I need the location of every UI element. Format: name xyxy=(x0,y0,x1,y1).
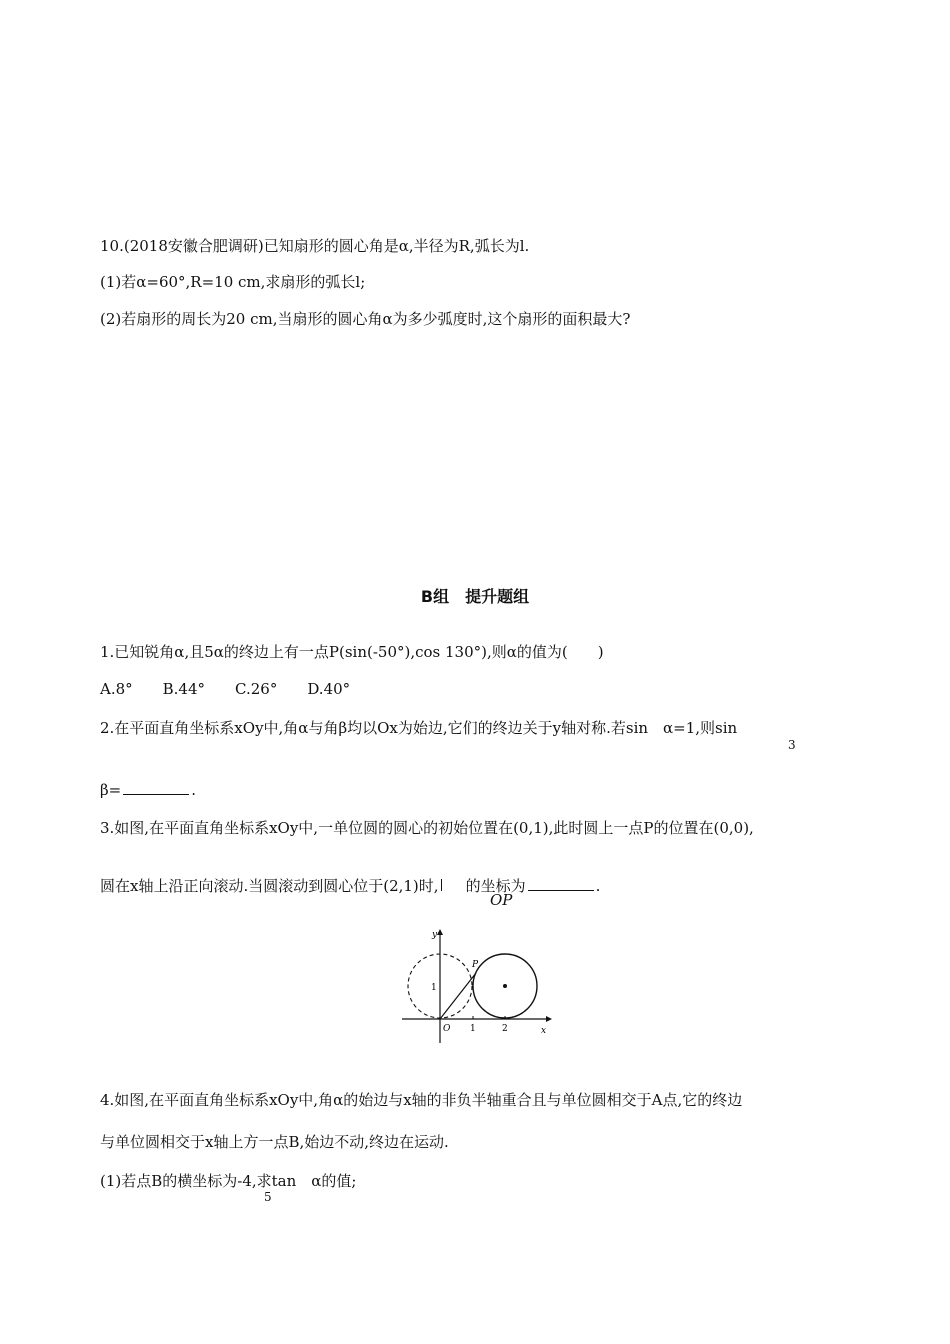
b2-frac-den: 3 xyxy=(788,738,796,752)
b3-vector-label: OP xyxy=(490,891,513,909)
x-axis-arrow-icon xyxy=(546,1016,552,1022)
rolled-circle-center xyxy=(503,984,507,988)
y-one-label: 1 xyxy=(431,983,437,993)
b4-stem: 4.如图,在平面直角坐标系xOy中,角α的始边与x轴的非负半轴重合且与单位圆相交于A点,它的终边 xyxy=(100,1091,743,1109)
b3-line2-prefix: 圆在x轴上沿正向滚动.当圆滚动到圆心位于(2,1)时, xyxy=(100,877,439,895)
b3-vector-arrow xyxy=(441,879,448,891)
figure-svg xyxy=(398,925,558,1047)
b3-stem: 3.如图,在平面直角坐标系xOy中,一单位圆的圆心的初始位置在(0,1),此时圆上一点P的位置在(0,0), xyxy=(100,819,754,837)
origin-label: O xyxy=(443,1024,451,1034)
b4-line2: 与单位圆相交于x轴上方一点B,始边不动,终边在运动. xyxy=(100,1133,449,1151)
b1-options: A.8° B.44° C.26° D.40° xyxy=(100,680,351,698)
b2-line2-prefix: β= xyxy=(100,781,122,799)
section-b-heading: B组 提升题组 xyxy=(420,587,530,606)
y-label: y xyxy=(432,930,438,940)
tick-1-label: 1 xyxy=(470,1024,476,1034)
b2-stem: 2.在平面直角坐标系xOy中,角α与角β均以Ox为始边,它们的终边关于y轴对称.若sin α=1,则sin xyxy=(100,719,738,737)
q10-part2: (2)若扇形的周长为20 cm,当扇形的圆心角α为多少弧度时,这个扇形的面积最大? xyxy=(100,310,631,328)
b3-line2 xyxy=(100,876,600,896)
point-p-label: P xyxy=(472,960,479,970)
y-axis-arrow-icon xyxy=(437,929,443,935)
b2-line2-suffix: . xyxy=(191,781,197,799)
q10-title: 10.(2018安徽合肥调研)已知扇形的圆心角是α,半径为R,弧长为l. xyxy=(100,237,530,255)
b4-part1: (1)若点B的横坐标为-4,求tan α的值; xyxy=(100,1172,357,1190)
b2-line2 xyxy=(100,780,196,800)
rolling-circle-figure xyxy=(398,925,558,1051)
b1-stem: 1.已知锐角α,且5α的终边上有一点P(sin(-50°),cos 130°),则α的值为( ) xyxy=(100,643,604,661)
b3-line2-suffix: . xyxy=(595,877,601,895)
b2-answer-blank xyxy=(123,780,189,795)
tick-2-label: 2 xyxy=(502,1024,508,1034)
b3-line2-mid: 的坐标为 xyxy=(465,877,526,895)
q10-part1: (1)若α=60°,R=10 cm,求扇形的弧长l; xyxy=(100,273,366,291)
b4-frac-den: 5 xyxy=(264,1190,272,1204)
x-label: x xyxy=(541,1026,547,1036)
b3-answer-blank xyxy=(528,876,594,891)
